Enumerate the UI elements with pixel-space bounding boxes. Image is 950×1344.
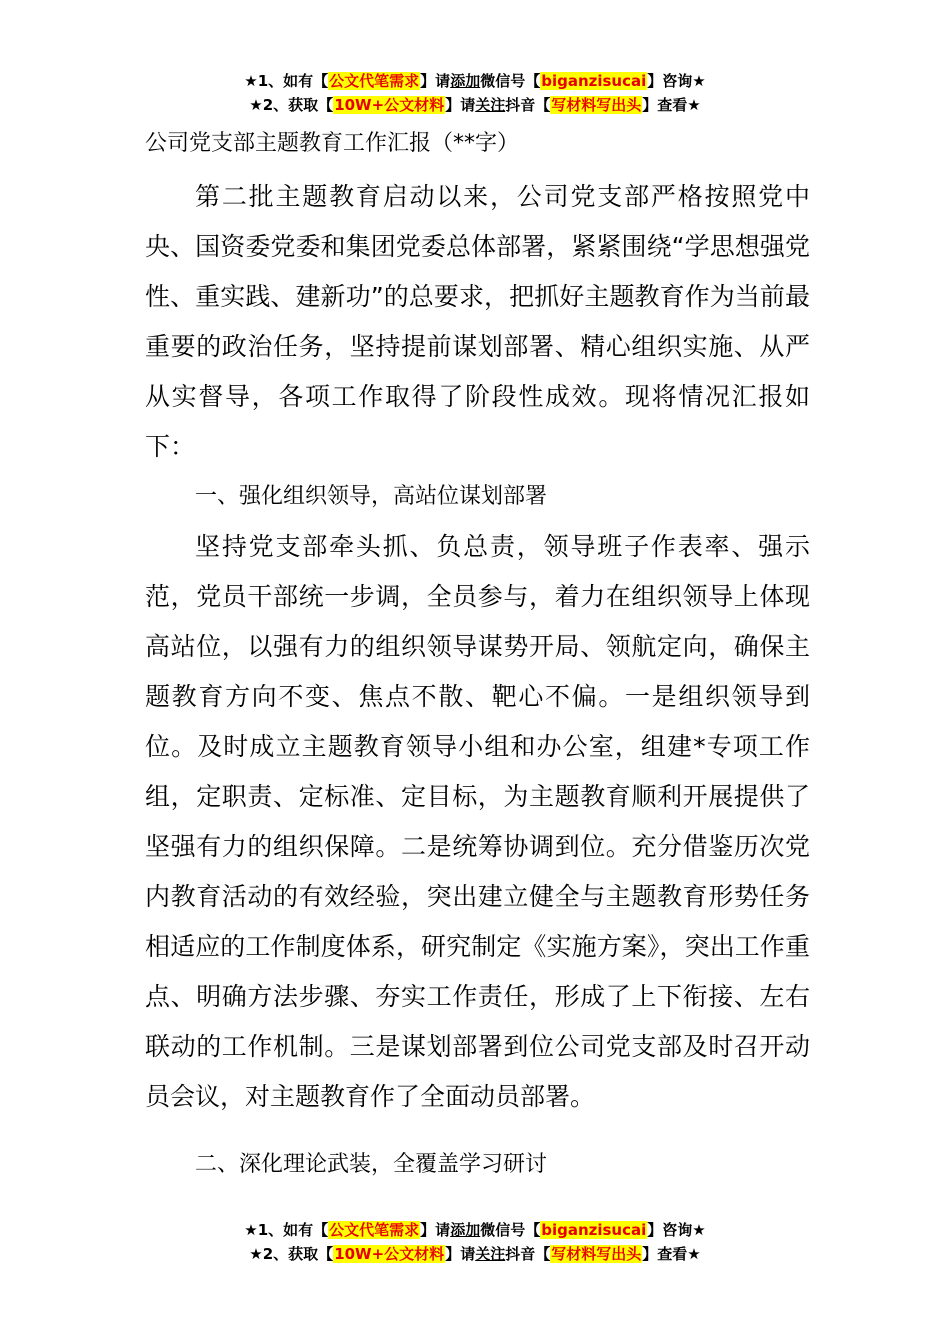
ad-underlined-word: 关注 [475,96,506,114]
ad-highlight-service: 公文代笔需求 [329,72,420,90]
section-1-paragraph: 坚持党支部牵头抓、负总责，领导班子作表率、强示范，党员干部统一步调，全员参与，着力在组织领导上体现高站位，以强有力的组织领导谋势开局、领航定向，确保主题教育方向不变、焦点不散、靶心不偏。一是组织领导到位。及时成立主题教育领导小组和办公室，组建*专项工作组，定职责、定标准、定目标，为主题教育顺利开展提供了坚强有力的组织保障。二是统筹协调到位。充分借鉴历次党内教育活动的有效经验，突出建立健全与主题教育形势任务相适应的工作制度体系，研究制定《实施方案》，突出工作重点、明确方法步骤、夯实工作责任，形成了上下衔接、左右联动的工作机制。三是谋划部署到位公司党支部及时召开动员会议，对主题教育作了全面动员部署。 [145,532,810,1111]
ad-text: 】查看★ [642,96,701,114]
ad-text: 1、如有【 [257,1221,329,1239]
ad-text: 】请 [420,1221,451,1239]
ad-text: 微信号【 [480,72,541,90]
star-icon: ★ [244,1221,258,1239]
ad-text: 】咨询★ [647,72,706,90]
ad-highlight-wechat-id: biganzisucai [541,72,647,90]
ad-text: 2、获取【 [262,96,334,114]
ad-underlined-word: 添加 [450,1221,481,1239]
ad-highlight-douyin-account: 写材料写出头 [551,96,642,114]
ad-highlight-materials: 10W+公文材料 [334,96,445,114]
ad-text: 】查看★ [642,1245,701,1263]
section-heading-1: 一、强化组织领导，高站位谋划部署 [195,484,548,509]
footer-ad-line-1 [0,1219,950,1241]
header-ad-line-2 [0,94,950,116]
ad-text: 】请 [445,96,476,114]
ad-text: 】请 [445,1245,476,1263]
ad-text: 微信号【 [480,1221,541,1239]
footer-ad-line-2 [0,1243,950,1265]
star-icon: ★ [249,1245,263,1263]
document-title: 公司党支部主题教育工作汇报（**字） [145,131,520,156]
ad-underlined-word: 添加 [450,72,481,90]
document-body [145,172,810,1190]
star-icon: ★ [249,96,263,114]
ad-highlight-wechat-id: biganzisucai [541,1221,647,1239]
ad-text: 抖音【 [505,96,551,114]
intro-paragraph: 第二批主题教育启动以来，公司党支部严格按照党中央、国资委党委和集团党委总体部署，紧紧围绕“学思想强党性、重实践、建新功”的总要求，把抓好主题教育作为当前最重要的政治任务，坚持提前谋划部署、精心组织实施、从严从实督导，各项工作取得了阶段性成效。现将情况汇报如下： [145,182,810,461]
header-ad-line-1 [0,70,950,92]
ad-underlined-word: 关注 [475,1245,506,1263]
ad-highlight-service: 公文代笔需求 [329,1221,420,1239]
ad-text: 抖音【 [505,1245,551,1263]
section-heading-2: 二、深化理论武装，全覆盖学习研讨 [195,1152,548,1177]
star-icon: ★ [244,72,258,90]
ad-text: 】请 [420,72,451,90]
ad-highlight-douyin-account: 写材料写出头 [551,1245,642,1263]
ad-highlight-materials: 10W+公文材料 [334,1245,445,1263]
ad-text: 2、获取【 [262,1245,334,1263]
ad-text: 】咨询★ [647,1221,706,1239]
ad-text: 1、如有【 [257,72,329,90]
